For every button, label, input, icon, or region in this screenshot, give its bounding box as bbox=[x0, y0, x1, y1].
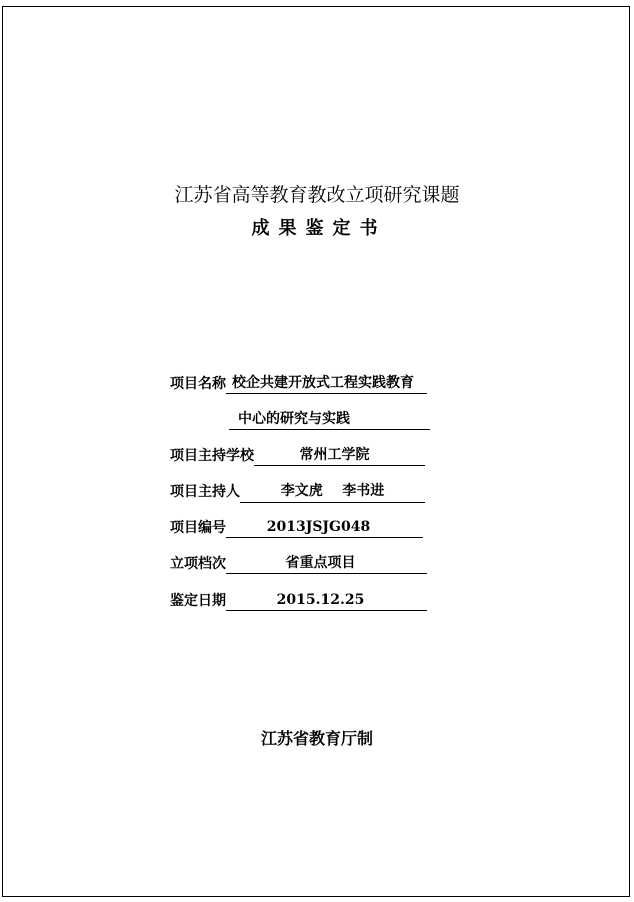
host-value: 李文虎 李书进 bbox=[240, 481, 425, 503]
school-label: 项目主持学校 bbox=[170, 448, 254, 464]
project-name-value-line2: 中心的研究与实践 bbox=[229, 409, 430, 430]
document-subtitle: 成果鉴定书 bbox=[251, 218, 387, 239]
project-name-value-line1: 校企共建开放式工程实践教育 bbox=[226, 373, 427, 394]
level-value: 省重点项目 bbox=[226, 553, 427, 574]
issuer: 江苏省教育厅制 bbox=[260, 729, 373, 748]
date-label: 鉴定日期 bbox=[170, 593, 226, 609]
field-level bbox=[170, 553, 427, 575]
host-label: 项目主持人 bbox=[170, 484, 240, 500]
field-date bbox=[170, 590, 427, 612]
field-host bbox=[170, 481, 425, 503]
date-value: 2015.12.25 bbox=[226, 590, 427, 611]
field-school bbox=[170, 445, 425, 467]
project-name-label: 项目名称 bbox=[170, 376, 226, 392]
number-value: 2013JSJG048 bbox=[226, 517, 423, 538]
field-number bbox=[170, 517, 423, 539]
document-title: 江苏省高等教育教改立项研究课题 bbox=[174, 184, 460, 206]
field-project-name bbox=[170, 373, 427, 395]
school-value: 常州工学院 bbox=[254, 445, 425, 466]
level-label: 立项档次 bbox=[170, 556, 226, 572]
number-label: 项目编号 bbox=[170, 520, 226, 536]
